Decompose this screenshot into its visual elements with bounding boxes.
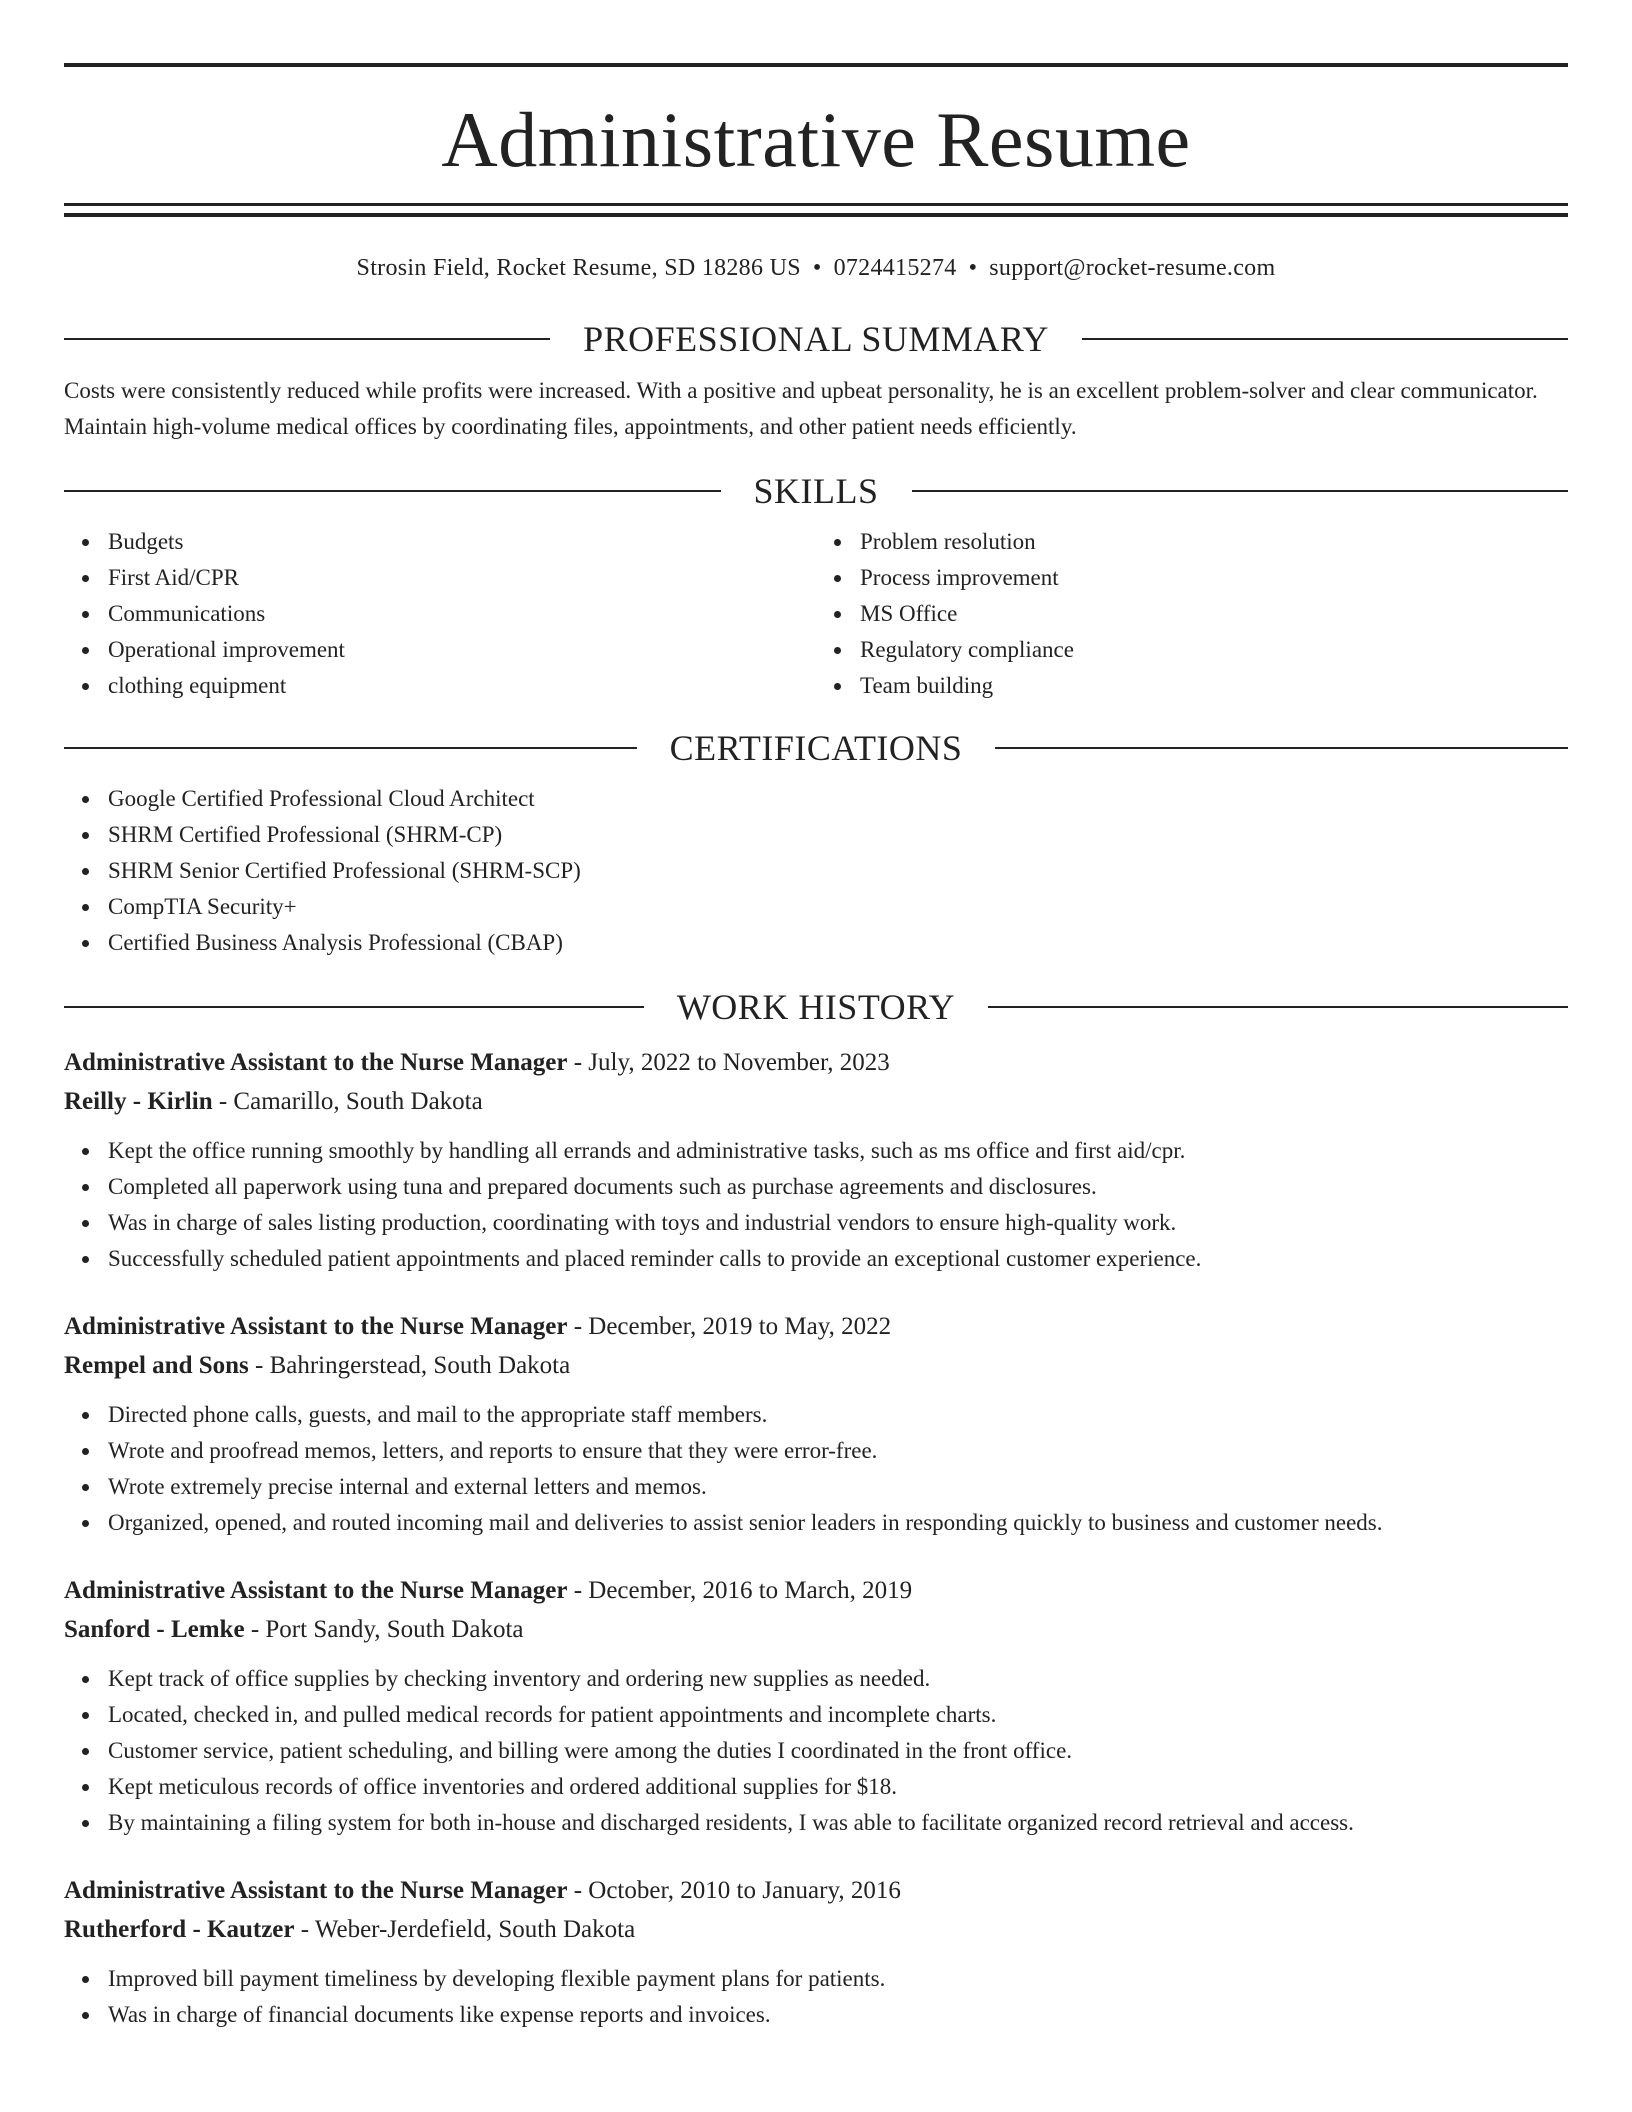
job-duty: Was in charge of sales listing production, coordinating with toys and industrial vendors to ensure high-quality work. [108, 1205, 1568, 1241]
job-duty: Customer service, patient scheduling, and billing were among the duties I coordinated in the front office. [108, 1733, 1568, 1769]
job-duty: Kept the office running smoothly by handling all errands and administrative tasks, such as ms office and first aid/cpr. [108, 1133, 1568, 1169]
job-entry [64, 1571, 1568, 1841]
skill-item: clothing equipment [108, 668, 816, 704]
job-duty: Completed all paperwork using tuna and prepared documents such as purchase agreements and disclosures. [108, 1169, 1568, 1205]
contact-line [64, 255, 1568, 285]
job-dates: - July, 2022 to November, 2023 [567, 1049, 890, 1076]
job-duty: Organized, opened, and routed incoming mail and deliveries to assist senior leaders in responding quickly to business and customer needs. [108, 1505, 1568, 1541]
job-title-line [64, 1307, 1568, 1346]
job-dates: - December, 2019 to May, 2022 [567, 1313, 892, 1340]
job-title-line [64, 1871, 1568, 1910]
job-duty: Directed phone calls, guests, and mail to the appropriate staff members. [108, 1397, 1568, 1433]
section-rule [64, 747, 637, 749]
job-title-line [64, 1571, 1568, 1610]
job-duty: Located, checked in, and pulled medical records for patient appointments and incomplete charts. [108, 1697, 1568, 1733]
skill-item: Problem resolution [860, 524, 1568, 560]
skill-item: Regulatory compliance [860, 632, 1568, 668]
section-rule [64, 1006, 644, 1008]
contact-address: Strosin Field, Rocket Resume, SD 18286 US [356, 255, 801, 281]
section-heading-work-history [64, 987, 1568, 1027]
section-rule [988, 1006, 1568, 1008]
certification-item: SHRM Senior Certified Professional (SHRM-SCP) [108, 853, 1568, 889]
section-heading-skills [64, 471, 1568, 511]
job-company-line [64, 1082, 1568, 1121]
contact-separator: • [812, 255, 822, 281]
job-dates: - December, 2016 to March, 2019 [567, 1577, 913, 1604]
contact-email[interactable]: support@rocket-resume.com [989, 255, 1276, 281]
summary-text: Costs were consistently reduced while profits were increased. With a positive and upbeat personality, he is an excellent problem-solver and clear communicator. Maintain high-volume medical offices by coordinating files, appointments, and other patient needs efficiently. [64, 378, 1538, 439]
job-company: Reilly - Kirlin [64, 1088, 213, 1115]
contact-separator: • [968, 255, 978, 281]
job-duty: Wrote extremely precise internal and external letters and memos. [108, 1469, 1568, 1505]
certifications-list [64, 781, 1568, 961]
job-location: - Port Sandy, South Dakota [244, 1616, 524, 1643]
certification-item: Google Certified Professional Cloud Architect [108, 781, 1568, 817]
skills-columns [64, 524, 1568, 704]
job-location: - Camarillo, South Dakota [212, 1088, 483, 1115]
job-title: Administrative Assistant to the Nurse Manager [64, 1877, 568, 1904]
section-heading-summary [64, 319, 1568, 359]
job-duties-list [64, 1661, 1568, 1841]
section-title: WORK HISTORY [676, 987, 956, 1027]
job-duty: Successfully scheduled patient appointments and placed reminder calls to provide an exceptional customer experience. [108, 1241, 1568, 1277]
job-duty: Kept meticulous records of office inventories and ordered additional supplies for $18. [108, 1769, 1568, 1805]
job-duties-list [64, 1397, 1568, 1541]
skills-list-right [816, 524, 1568, 704]
job-entry [64, 1043, 1568, 1277]
section-heading-certifications [64, 728, 1568, 768]
skill-item: Team building [860, 668, 1568, 704]
job-company-line [64, 1346, 1568, 1385]
section-rule [912, 490, 1569, 492]
skill-item: Budgets [108, 524, 816, 560]
job-duties-list [64, 1961, 1568, 2033]
job-dates: - October, 2010 to January, 2016 [567, 1877, 901, 1904]
job-location: - Weber-Jerdefield, South Dakota [294, 1916, 636, 1943]
job-company-line [64, 1910, 1568, 1949]
title-double-rule [64, 203, 1568, 217]
job-title: Administrative Assistant to the Nurse Manager [64, 1313, 568, 1340]
certification-item: CompTIA Security+ [108, 889, 1568, 925]
job-company: Rempel and Sons [64, 1352, 249, 1379]
job-entry [64, 1307, 1568, 1541]
skills-list-left [64, 524, 816, 704]
resume-page [64, 0, 1568, 2033]
skill-item: Operational improvement [108, 632, 816, 668]
section-rule [64, 338, 550, 340]
job-company-line [64, 1610, 1568, 1649]
job-duty: Improved bill payment timeliness by developing flexible payment plans for patients. [108, 1961, 1568, 1997]
section-title: CERTIFICATIONS [669, 728, 963, 768]
job-duties-list [64, 1133, 1568, 1277]
job-duty: By maintaining a filing system for both in-house and discharged residents, I was able to facilitate organized record retrieval and access. [108, 1805, 1568, 1841]
job-title-line [64, 1043, 1568, 1082]
job-duty: Wrote and proofread memos, letters, and reports to ensure that they were error-free. [108, 1433, 1568, 1469]
job-location: - Bahringerstead, South Dakota [248, 1352, 571, 1379]
skill-item: Communications [108, 596, 816, 632]
section-rule [995, 747, 1568, 749]
job-title: Administrative Assistant to the Nurse Manager [64, 1577, 568, 1604]
job-company: Sanford - Lemke [64, 1616, 245, 1643]
skill-item: MS Office [860, 596, 1568, 632]
job-duty: Kept track of office supplies by checking inventory and ordering new supplies as needed. [108, 1661, 1568, 1697]
job-company: Rutherford - Kautzer [64, 1916, 295, 1943]
section-title: PROFESSIONAL SUMMARY [583, 319, 1049, 359]
job-title: Administrative Assistant to the Nurse Manager [64, 1049, 568, 1076]
certification-item: SHRM Certified Professional (SHRM-CP) [108, 817, 1568, 853]
section-rule [1082, 338, 1568, 340]
section-rule [64, 490, 721, 492]
section-title: SKILLS [753, 471, 879, 511]
skill-item: First Aid/CPR [108, 560, 816, 596]
resume-title: Administrative Resume [441, 96, 1191, 183]
certification-item: Certified Business Analysis Professional (CBAP) [108, 925, 1568, 961]
job-entry [64, 1871, 1568, 2033]
skill-item: Process improvement [860, 560, 1568, 596]
contact-phone: 0724415274 [833, 255, 957, 281]
job-duty: Was in charge of financial documents like expense reports and invoices. [108, 1997, 1568, 2033]
